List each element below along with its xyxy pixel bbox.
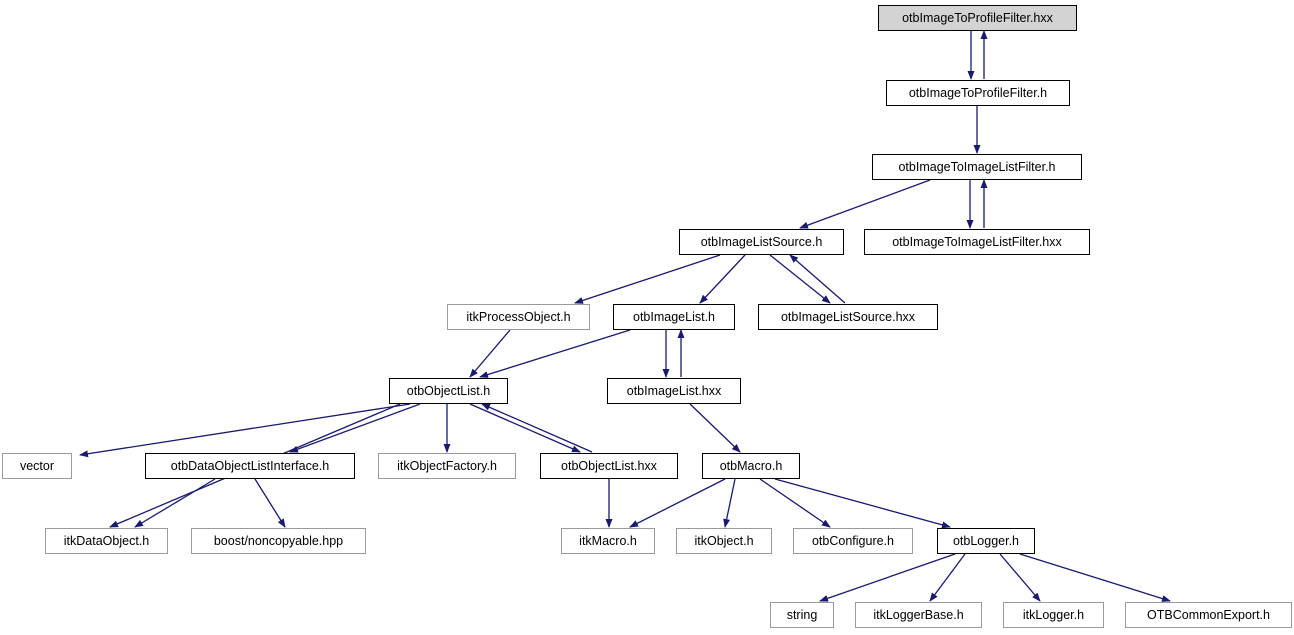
graph-node-label: otbImageToProfileFilter.h [908, 85, 1048, 100]
graph-node[interactable] [447, 304, 590, 330]
graph-node[interactable] [1003, 602, 1104, 628]
graph-edge [255, 479, 285, 527]
graph-node-label: otbLogger.h [952, 533, 1020, 548]
graph-node-label: itkDataObject.h [63, 533, 150, 548]
graph-node-label: otbImageList.h [633, 309, 715, 324]
graph-node-label: otbImageToImageListFilter.hxx [892, 234, 1062, 249]
graph-node[interactable] [758, 304, 938, 330]
graph-node[interactable] [679, 229, 844, 255]
graph-node[interactable] [561, 528, 655, 554]
graph-node[interactable] [613, 304, 735, 330]
graph-node[interactable] [378, 453, 516, 479]
graph-node-label: otbImageToProfileFilter.hxx [902, 10, 1053, 25]
graph-edge [470, 404, 580, 452]
graph-node[interactable] [191, 528, 366, 554]
graph-edge [930, 554, 965, 601]
graph-edge [482, 404, 592, 452]
graph-node-label: itkLoggerBase.h [873, 607, 964, 622]
graph-node[interactable] [540, 453, 678, 479]
graph-edge [800, 180, 930, 228]
graph-edge [80, 404, 410, 455]
graph-node-label: otbObjectList.h [406, 383, 491, 398]
graph-node[interactable] [676, 528, 772, 554]
graph-edge [760, 479, 830, 527]
graph-node-label: itkMacro.h [579, 533, 637, 548]
graph-node-label: itkObject.h [694, 533, 754, 548]
graph-node-label: OTBCommonExport.h [1147, 607, 1270, 622]
graph-node-label: itkLogger.h [1022, 607, 1085, 622]
graph-edge [290, 404, 420, 452]
graph-edge [775, 479, 950, 527]
graph-node[interactable] [1125, 602, 1292, 628]
graph-node[interactable] [607, 378, 741, 404]
graph-node[interactable] [145, 453, 355, 479]
graph-edge [820, 554, 955, 601]
graph-edge [690, 404, 740, 452]
graph-edge [135, 479, 215, 527]
graph-node-label: otbDataObjectListInterface.h [170, 458, 330, 473]
graph-edge [1000, 554, 1040, 601]
graph-edge [700, 255, 745, 303]
graph-node-label: string [786, 607, 818, 622]
graph-node-label: itkObjectFactory.h [397, 458, 497, 473]
graph-node[interactable] [793, 528, 913, 554]
graph-edge [470, 330, 510, 377]
graph-edge [480, 330, 630, 377]
graph-edge [575, 255, 720, 303]
graph-node[interactable] [878, 5, 1077, 31]
graph-node[interactable] [864, 229, 1090, 255]
graph-node[interactable] [2, 453, 72, 479]
graph-node[interactable] [45, 528, 168, 554]
graph-node-label: vector [19, 458, 55, 473]
graph-node-label: itkProcessObject.h [466, 309, 571, 324]
graph-node-label: otbObjectList.hxx [561, 458, 657, 473]
graph-node[interactable] [702, 453, 800, 479]
graph-node[interactable] [886, 80, 1070, 106]
graph-node[interactable] [872, 154, 1082, 180]
graph-node-label: otbImageToImageListFilter.h [898, 159, 1056, 174]
graph-node-label: otbImageListSource.hxx [780, 309, 916, 324]
graph-edge [770, 255, 830, 303]
graph-node[interactable] [770, 602, 834, 628]
graph-node-label: otbMacro.h [719, 458, 783, 473]
graph-edge [1020, 554, 1170, 601]
graph-node-label: otbConfigure.h [811, 533, 894, 548]
graph-node-label: otbImageListSource.h [700, 234, 823, 249]
graph-node[interactable] [937, 528, 1035, 554]
graph-node[interactable] [855, 602, 982, 628]
graph-edge [630, 479, 725, 527]
graph-edge [725, 479, 735, 527]
graph-node-label: otbImageList.hxx [626, 383, 722, 398]
graph-edge [790, 255, 845, 303]
graph-node-label: boost/noncopyable.hpp [213, 533, 344, 548]
graph-node[interactable] [389, 378, 508, 404]
